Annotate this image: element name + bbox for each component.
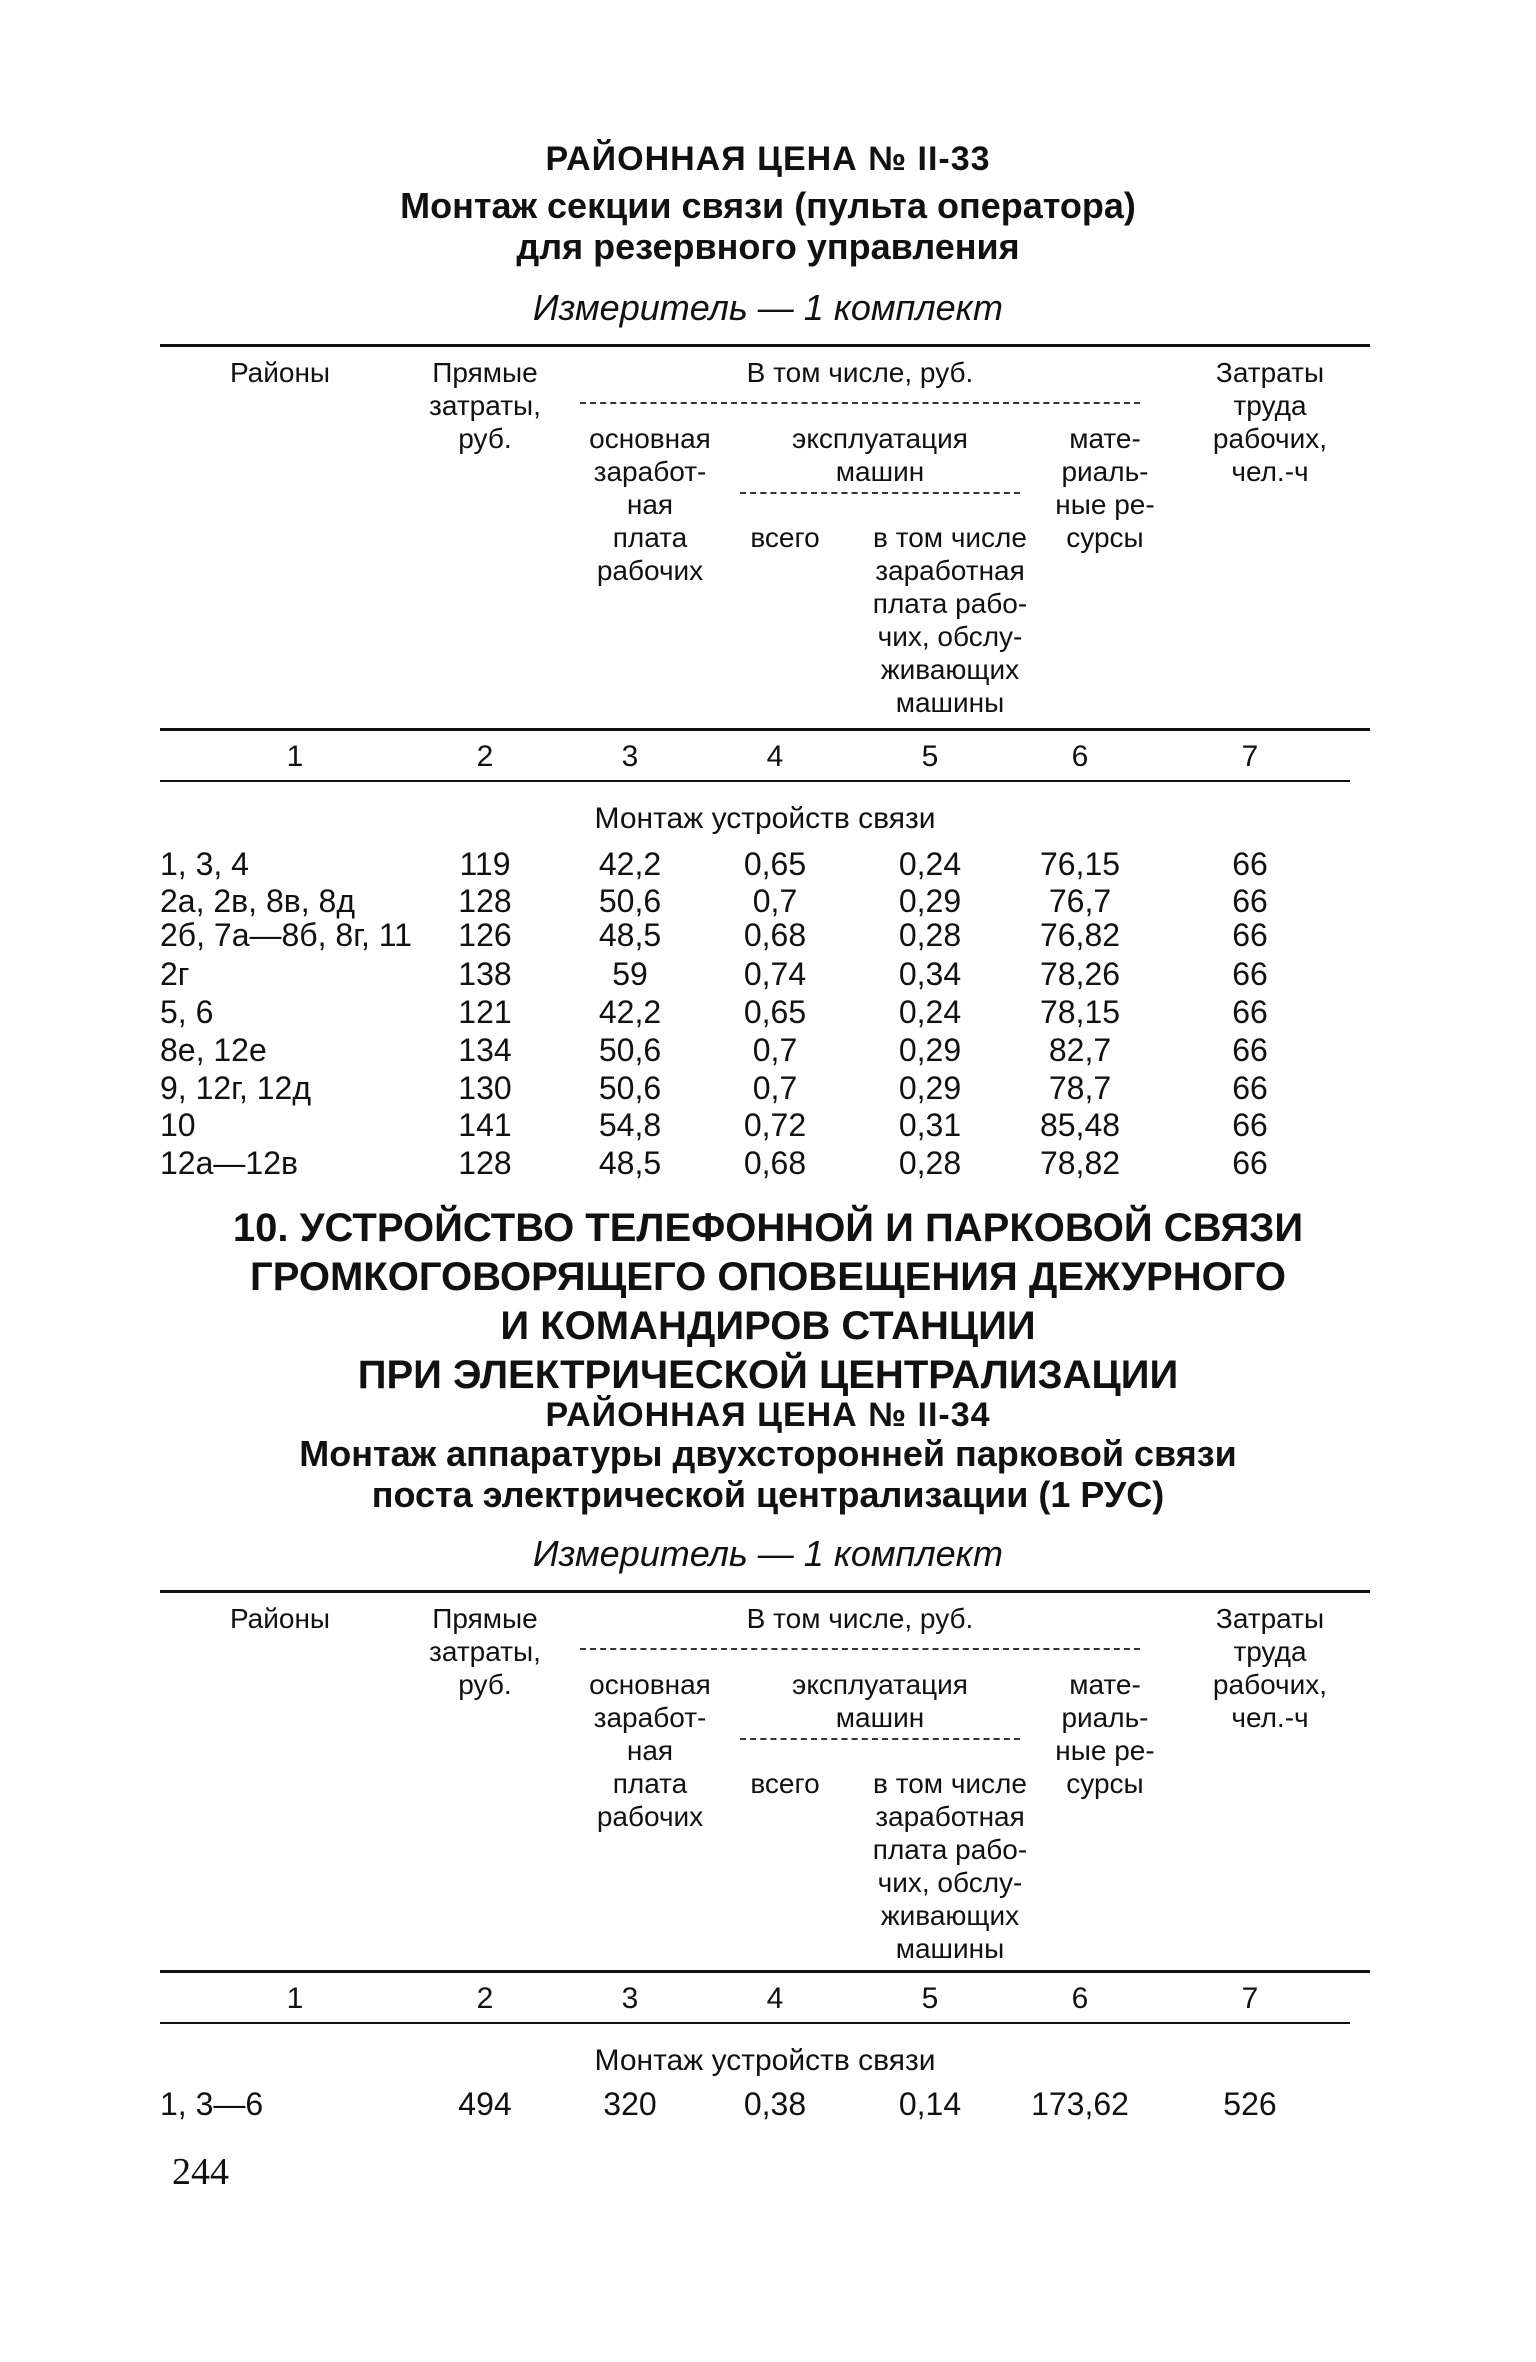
header-direct-costs: Прямые затраты, руб. <box>429 1603 541 1700</box>
table1-numbers-rule <box>160 780 1350 782</box>
header-regions: Районы <box>229 357 331 388</box>
table-row: 1, 3, 4 119 42,2 0,65 0,24 76,15 66 <box>160 846 1268 882</box>
table-row: 2б, 7а—8б, 8г, 11 126 48,5 0,68 0,28 76,82 66 <box>160 917 1268 953</box>
price2-title-line2: поста электрической централизации (1 РУС) <box>371 1474 1165 1515</box>
header-including: В том числе, руб. <box>746 1603 974 1634</box>
section-heading-line4: ПРИ ЭЛЕКТРИЧЕСКОЙ ЦЕНТРАЛИЗАЦИИ <box>357 1353 1179 1397</box>
table-row: 9, 12г, 12д 130 50,6 0,7 0,29 78,7 66 <box>160 1070 1268 1106</box>
header-basic-wage: основная заработ- ная плата рабочих <box>589 423 711 586</box>
table1 <box>160 344 1370 1184</box>
header-basic-wage: основная заработ- ная плата рабочих <box>589 1669 711 1832</box>
price2-units: Измеритель — 1 комплект <box>532 1533 1004 1574</box>
table1-header-rule <box>160 728 1370 731</box>
header-direct-costs: Прямые затраты, руб. <box>429 357 541 454</box>
table2-numbers-rule <box>160 2022 1350 2024</box>
table-row: 2а, 2в, 8в, 8д 128 50,6 0,7 0,29 76,7 66 <box>160 883 1268 919</box>
header-materials: мате- риаль- ные ре- сурсы <box>1055 423 1155 553</box>
header-machine-operation: эксплуатация машин <box>792 1669 968 1733</box>
price1-title-line1: Монтаж секции связи (пульта оператора) <box>400 185 1136 226</box>
header-divider <box>580 1648 1140 1650</box>
table1-top-rule <box>160 344 1370 347</box>
header-including-wage: в том числе заработная плата рабо- чих, обслу- живающих машины <box>872 1768 1028 1964</box>
table-row: 5, 6 121 42,2 0,65 0,24 78,15 66 <box>160 994 1268 1030</box>
table-row: 12а—12в 128 48,5 0,68 0,28 78,82 66 <box>160 1145 1268 1181</box>
header-total: всего <box>750 1768 820 1799</box>
price2-title-line1: Монтаж аппаратуры двухсторонней парковой связи <box>299 1433 1237 1474</box>
header-machine-operation: эксплуатация машин <box>792 423 968 487</box>
header-labor: Затраты труда рабочих, чел.-ч <box>1212 357 1328 487</box>
section-heading-line3: И КОМАНДИРОВ СТАНЦИИ <box>500 1304 1036 1348</box>
price1-code: РАЙОННАЯ ЦЕНА № II-33 <box>545 140 991 178</box>
price2-code: РАЙОННАЯ ЦЕНА № II-34 <box>545 1396 991 1434</box>
header-divider <box>580 402 1140 404</box>
header-regions: Районы <box>229 1603 331 1634</box>
table-row: 10 141 54,8 0,72 0,31 85,48 66 <box>160 1107 1268 1143</box>
table2-column-numbers: 1 2 3 4 5 6 7 <box>286 1982 1259 2015</box>
table-row: 2г 138 59 0,74 0,34 78,26 66 <box>160 956 1268 992</box>
header-including: В том числе, руб. <box>746 357 974 388</box>
header-total: всего <box>750 522 820 553</box>
page-number: 244 <box>172 2151 229 2193</box>
section-heading-line1: 10. УСТРОЙСТВО ТЕЛЕФОННОЙ И ПАРКОВОЙ СВЯЗИ <box>232 1206 1304 1250</box>
price1-title-line2: для резервного управления <box>516 226 1020 267</box>
table1-caption: Монтаж устройств связи <box>594 802 936 835</box>
table1-column-numbers: 1 2 3 4 5 6 7 <box>286 740 1259 773</box>
table2 <box>160 1590 1370 2130</box>
table2-caption: Монтаж устройств связи <box>594 2044 936 2077</box>
section-heading-line2: ГРОМКОГОВОРЯЩЕГО ОПОВЕЩЕНИЯ ДЕЖУРНОГО <box>250 1255 1286 1299</box>
table2-header-rule <box>160 1970 1370 1973</box>
header-machine-divider <box>740 1738 1020 1740</box>
header-labor: Затраты труда рабочих, чел.-ч <box>1212 1603 1328 1733</box>
table2-top-rule <box>160 1590 1370 1593</box>
header-materials: мате- риаль- ные ре- сурсы <box>1055 1669 1155 1799</box>
header-machine-divider <box>740 492 1020 494</box>
price1-units: Измеритель — 1 комплект <box>532 287 1004 328</box>
table-row: 1, 3—6 494 320 0,38 0,14 173,62 526 <box>160 2086 1277 2122</box>
table-row: 8е, 12е 134 50,6 0,7 0,29 82,7 66 <box>160 1032 1268 1068</box>
header-including-wage: в том числе заработная плата рабо- чих, обслу- живающих машины <box>872 522 1028 718</box>
